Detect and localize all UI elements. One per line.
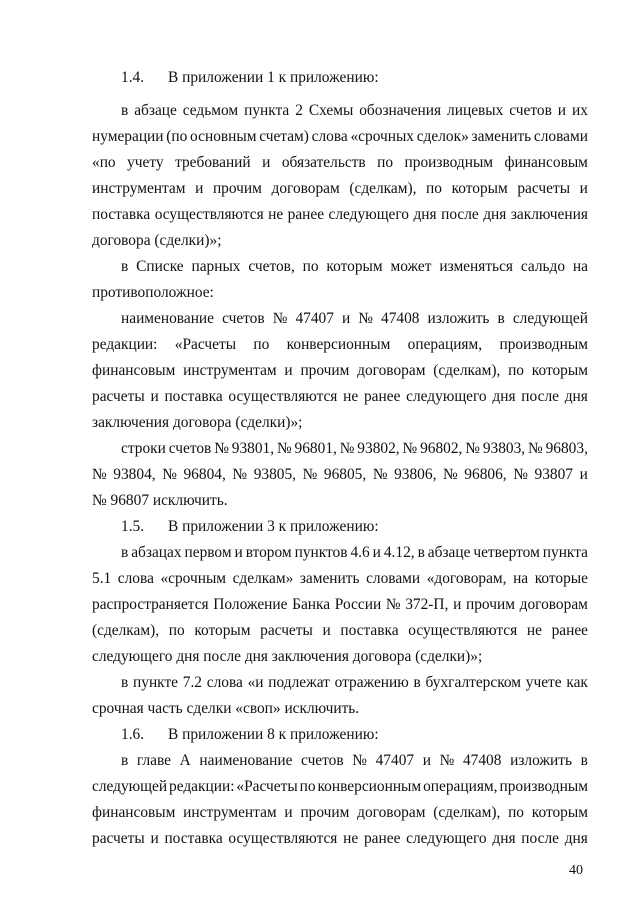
section-heading: В приложении 3 к приложению: <box>168 518 379 535</box>
text-line: расчеты и поставка осуществляются не ранее следующего дня после дня <box>92 388 588 405</box>
text-line: наименование счетов № 47407 и № 47408 изложить в следующей <box>121 310 588 327</box>
text-line: следующей редакции: «Расчеты по конверсионным операциям, производным <box>92 778 588 795</box>
text-line: распространяется Положение Банка России № 372-П, и прочим договорам <box>92 596 588 613</box>
text-line: 5.1 слова «срочным сделкам» заменить словами «договорам, на которые <box>92 570 588 587</box>
text-line: противоположное: <box>92 284 214 301</box>
text-line: (сделкам), по которым расчеты и поставка осуществляются не ранее <box>92 622 588 639</box>
text-line: в Списке парных счетов, по которым может изменяться сальдо на <box>121 258 588 275</box>
section-heading: В приложении 1 к приложению: <box>168 69 379 86</box>
text-line: нумерации (по основным счетам) слова «срочных сделок» заменить словами <box>92 128 588 145</box>
text-line: следующего дня после дня заключения договора (сделки)»; <box>92 648 483 665</box>
text-line: финансовым инструментам и прочим договорам (сделкам), по которым <box>92 804 588 821</box>
text-line: редакции: «Расчеты по конверсионным операциям, производным <box>92 336 588 353</box>
text-line: «по учету требований и обязательств по производным финансовым <box>92 154 588 171</box>
text-line: расчеты и поставка осуществляются не ранее следующего дня после дня <box>92 830 588 847</box>
text-line: инструментам и прочим договорам (сделкам), по которым расчеты и <box>92 180 588 197</box>
text-line: заключения договора (сделки)»; <box>92 414 303 431</box>
section-number: 1.4. <box>121 69 145 86</box>
text-line: в абзаце седьмом пункта 2 Схемы обозначения лицевых счетов и их <box>121 102 588 119</box>
section-number: 1.5. <box>121 518 145 535</box>
page-number: 40 <box>569 863 583 878</box>
text-line: поставка осуществляются не ранее следующего дня после дня заключения <box>92 206 588 223</box>
text-line: строки счетов № 93801, № 96801, № 93802, № 96802, № 93803, № 96803, <box>121 440 588 457</box>
text-line: № 96807 исключить. <box>92 492 228 509</box>
section-heading: В приложении 8 к приложению: <box>168 726 379 743</box>
text-line: финансовым инструментам и прочим договорам (сделкам), по которым <box>92 362 588 379</box>
text-line: в пункте 7.2 слова «и подлежат отражению в бухгалтерском учете как <box>121 674 588 691</box>
text-line: договора (сделки)»; <box>92 232 222 249</box>
text-line: № 93804, № 96804, № 93805, № 96805, № 93806, № 96806, № 93807 и <box>92 466 588 483</box>
text-line: срочная часть сделки «своп» исключить. <box>92 700 360 717</box>
text-line: в главе А наименование счетов № 47407 и № 47408 изложить в <box>121 752 588 769</box>
section-number: 1.6. <box>121 726 145 743</box>
text-line: в абзацах первом и втором пунктов 4.6 и 4.12, в абзаце четвертом пункта <box>121 544 588 561</box>
